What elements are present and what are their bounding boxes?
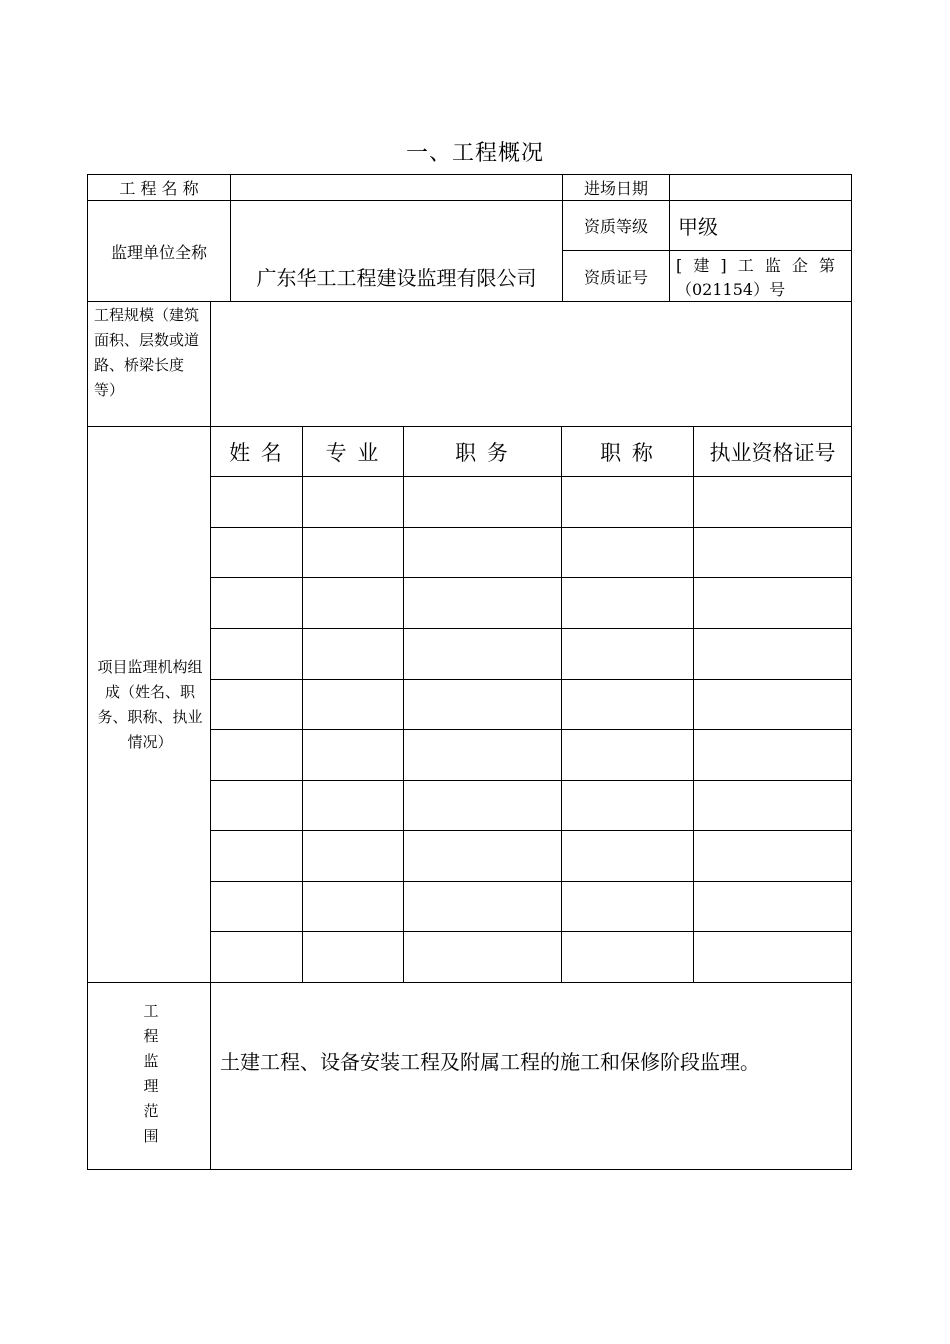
staff-table-cell[interactable] bbox=[694, 629, 851, 678]
staff-header-cert: 执业资格证号 bbox=[709, 440, 836, 465]
staff-table-cell[interactable] bbox=[694, 578, 851, 627]
staff-table-cell[interactable] bbox=[211, 528, 302, 577]
staff-table-cell[interactable] bbox=[303, 528, 403, 577]
staff-table-cell[interactable] bbox=[211, 730, 302, 779]
staff-table-cell[interactable] bbox=[404, 528, 561, 577]
staff-table-cell[interactable] bbox=[694, 477, 851, 526]
entry-date-label: 进场日期 bbox=[583, 179, 648, 198]
table-border-left bbox=[87, 174, 88, 1170]
project-name-label: 工 程 名 称 bbox=[119, 179, 199, 198]
staff-table-cell[interactable] bbox=[562, 629, 693, 678]
row-divider bbox=[87, 982, 852, 983]
staff-table-cell[interactable] bbox=[562, 730, 693, 779]
qualification-cert-value-line2: （021154）号 bbox=[676, 279, 786, 299]
staff-table-cell[interactable] bbox=[303, 680, 403, 729]
staff-table-cell[interactable] bbox=[404, 932, 561, 981]
project-scale-label: 工程规模（建筑面积、层数或道路、桥梁长度等） bbox=[94, 306, 200, 399]
staff-table-cell[interactable] bbox=[303, 730, 403, 779]
qualification-cert-value-line1: [ 建 ] 工 监 企 第 bbox=[676, 255, 839, 275]
staff-table-cell[interactable] bbox=[303, 932, 403, 981]
staff-table-cell[interactable] bbox=[562, 882, 693, 931]
staff-table-cell[interactable] bbox=[303, 578, 403, 627]
staff-header-name: 姓 名 bbox=[229, 440, 284, 465]
staff-table-cell[interactable] bbox=[562, 477, 693, 526]
scope-label bbox=[130, 1000, 170, 1155]
organization-label: 项目监理机构组成（姓名、职务、职称、执业情况） bbox=[97, 657, 203, 751]
project-name-value[interactable] bbox=[231, 175, 562, 200]
staff-table-cell[interactable] bbox=[404, 477, 561, 526]
staff-table-cell[interactable] bbox=[211, 477, 302, 526]
staff-table-cell[interactable] bbox=[562, 578, 693, 627]
staff-table-cell[interactable] bbox=[404, 781, 561, 830]
staff-table-cell[interactable] bbox=[404, 629, 561, 678]
table-border-right bbox=[851, 174, 852, 1170]
staff-table-cell[interactable] bbox=[404, 578, 561, 627]
staff-table-cell[interactable] bbox=[303, 629, 403, 678]
staff-table-cell[interactable] bbox=[694, 781, 851, 830]
staff-table-cell[interactable] bbox=[562, 528, 693, 577]
staff-table-cell[interactable] bbox=[694, 528, 851, 577]
staff-table-cell[interactable] bbox=[211, 831, 302, 880]
staff-header-major: 专 业 bbox=[325, 440, 381, 465]
page-title: 一、工程概况 bbox=[405, 141, 544, 166]
staff-table-cell[interactable] bbox=[694, 680, 851, 729]
staff-table-cell[interactable] bbox=[211, 882, 302, 931]
qualification-cert-label: 资质证号 bbox=[583, 267, 648, 287]
qualification-grade-label: 资质等级 bbox=[583, 217, 648, 236]
staff-table-cell[interactable] bbox=[694, 882, 851, 931]
staff-table-cell[interactable] bbox=[211, 932, 302, 981]
staff-table-cell[interactable] bbox=[694, 730, 851, 779]
staff-table-cell[interactable] bbox=[303, 781, 403, 830]
qualification-grade-value: 甲级 bbox=[678, 215, 718, 239]
scope-label-text: 工程监理范围 bbox=[141, 1002, 160, 1153]
table-border-bottom bbox=[87, 1169, 852, 1170]
supervisor-name-label: 监理单位全称 bbox=[110, 242, 207, 262]
staff-table-cell[interactable] bbox=[694, 932, 851, 981]
staff-table-cell[interactable] bbox=[562, 781, 693, 830]
entry-date-value[interactable] bbox=[670, 175, 851, 200]
staff-table-cell[interactable] bbox=[211, 680, 302, 729]
project-scale-value[interactable] bbox=[211, 302, 851, 426]
scope-value: 土建工程、设备安装工程及附属工程的施工和保修阶段监理。 bbox=[220, 1049, 760, 1074]
staff-table-cell[interactable] bbox=[562, 932, 693, 981]
staff-table-cell[interactable] bbox=[303, 882, 403, 931]
staff-table-cell[interactable] bbox=[404, 831, 561, 880]
staff-table-cell[interactable] bbox=[211, 781, 302, 830]
staff-table-cell[interactable] bbox=[211, 578, 302, 627]
staff-table-cell[interactable] bbox=[562, 831, 693, 880]
staff-table-cell[interactable] bbox=[694, 831, 851, 880]
staff-table-cell[interactable] bbox=[562, 680, 693, 729]
staff-table-cell[interactable] bbox=[303, 831, 403, 880]
staff-header-position: 职 务 bbox=[455, 440, 510, 465]
staff-header-title: 职 称 bbox=[600, 440, 655, 465]
staff-table-cell[interactable] bbox=[211, 629, 302, 678]
staff-table-cell[interactable] bbox=[303, 477, 403, 526]
supervisor-name-value: 广东华工工程建设监理有限公司 bbox=[256, 265, 537, 290]
staff-table-cell[interactable] bbox=[404, 680, 561, 729]
staff-table-cell[interactable] bbox=[404, 730, 561, 779]
staff-table-cell[interactable] bbox=[404, 882, 561, 931]
